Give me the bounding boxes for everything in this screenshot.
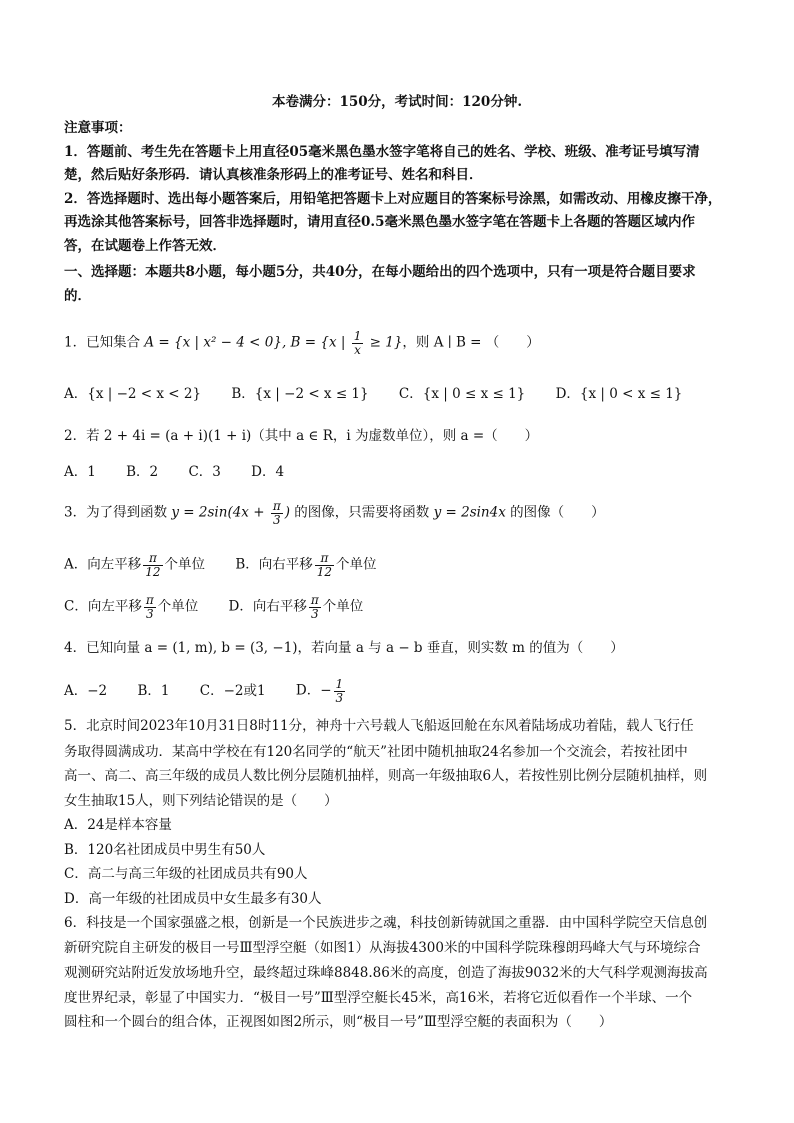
q4-option-c: C．−2或1 <box>199 682 266 699</box>
q3-a-numerator: π <box>143 552 162 566</box>
exam-header: 本卷满分：150分，考试时间：120分钟. <box>271 94 523 110</box>
q3-d-denominator: 3 <box>310 606 319 621</box>
q1-stem-suffix: ，则 A ∣ B = （ ） <box>402 334 540 351</box>
q3-d-numerator: π <box>310 593 319 607</box>
q4-option-d <box>296 678 347 704</box>
q3-stem-middle: 的图像，只需要将函数 <box>294 504 430 521</box>
question-6-line-3: 观测研究站附近发放场地升空，最终超过珠峰8848.86米的高度，创造了海拔9032米的大气科学观测海拔高 <box>64 965 708 981</box>
note-1-line-1: 1．答题前、考生先在答题卡上用直径05毫米黑色墨水签字笔将自己的姓名、学校、班级、准考证号填写清 <box>64 144 700 160</box>
q3-option-b-fraction <box>315 552 334 578</box>
q1-option-d: D．{x | 0 < x ≤ 1} <box>555 386 683 402</box>
q1-set-b-prefix: , B = {x | <box>281 334 346 351</box>
q3-c-numerator: π <box>145 593 154 607</box>
q4-option-d-prefix: D．− <box>295 682 332 699</box>
q5-option-b: B．120名社团成员中男生有50人 <box>64 842 266 858</box>
q2-option-d: D．4 <box>251 464 285 480</box>
q5-option-d: D．高一年级的社团成员中女生最多有30人 <box>64 891 322 907</box>
notes-title: 注意事项： <box>64 120 132 136</box>
q3-option-c-suffix: 个单位 <box>157 598 199 615</box>
question-1-options <box>64 386 708 402</box>
q1-option-c: C．{x | 0 ≤ x ≤ 1} <box>398 386 526 402</box>
q1-fraction <box>352 330 364 356</box>
q3-b-numerator: π <box>315 552 334 566</box>
question-6-line-5: 圆柱和一个圆台的组合体，正视图如图2所示，则“极目一号”Ⅲ型浮空艇的表面积为（ ） <box>64 1014 613 1030</box>
question-3-options-row-2 <box>64 594 389 620</box>
q3-option-d-prefix: D．向右平移 <box>228 598 307 615</box>
q3-option-a-suffix: 个单位 <box>164 556 206 573</box>
q3-option-d-suffix: 个单位 <box>322 598 364 615</box>
q3-option-b-suffix: 个单位 <box>336 556 377 573</box>
q3-function-1-fraction <box>271 500 283 526</box>
question-2-stem: 2．若 2 + 4i = (a + i)(1 + i)（其中 a ∈ R，i 为虚数单位），则 a =（ ） <box>64 428 539 444</box>
q3-option-a-fraction <box>143 552 162 578</box>
q4-option-d-fraction <box>334 678 346 704</box>
q3-stem-prefix: 3．为了得到函数 <box>64 504 168 521</box>
question-5-line-3: 高一、高二、高三年级的成员人数比例分层随机抽样，则高一年级抽取6人，若按性别比例分层随机抽样，则 <box>64 768 708 784</box>
q3-option-c-fraction <box>144 594 156 620</box>
question-3-options-row-1 <box>64 552 403 578</box>
q3-option-a-prefix: A．向左平移 <box>64 556 142 573</box>
q1-set-a: A = {x | x² − 4 < 0} <box>144 334 282 351</box>
question-6-line-1: 6．科技是一个国家强盛之根，创新是一个民族进步之魂，科技创新铸就国之重器．由中国科学院空天信息创 <box>64 915 708 931</box>
q4-d-numerator: 1 <box>335 677 344 691</box>
question-5-line-4: 女生抽取15人，则下列结论错误的是（ ） <box>64 793 338 809</box>
q5-option-a: A．24是样本容量 <box>64 817 172 833</box>
question-2-options <box>64 464 310 480</box>
q3-f1-denominator: 3 <box>272 512 281 527</box>
q4-option-a: A．−2 <box>64 682 108 699</box>
q3-option-d-fraction <box>309 594 321 620</box>
q3-option-b <box>235 552 376 578</box>
q3-a-denominator: 12 <box>145 564 161 579</box>
q3-stem-suffix: 的图像（ ） <box>510 504 605 521</box>
q3-function-1-prefix: y = 2sin(4x + <box>171 504 265 521</box>
q1-option-b: B．{x | −2 < x ≤ 1} <box>231 386 369 402</box>
q3-option-a <box>64 552 205 578</box>
q3-function-2: y = 2sin4x <box>433 504 506 521</box>
q4-option-b: B．1 <box>137 682 170 699</box>
question-6-line-2: 新研究院自主研发的极目一号Ⅲ型浮空艇（如图1）从海拔4300米的中国科学院珠穆朗玛峰大气与环境综合 <box>64 940 701 956</box>
question-5-line-2: 务取得圆满成功．某高中学校在有120名同学的“航天”社团中随机抽取24名参加一个交流会，若按社团中 <box>64 744 688 760</box>
q3-f1-numerator: π <box>272 499 281 513</box>
question-1-stem <box>64 330 540 356</box>
q1-fraction-denominator: x <box>354 342 361 357</box>
question-5-line-1: 5．北京时间2023年10月31日8时11分，神舟十六号载人飞船返回舱在东风着陆场成功着陆，载人飞行任 <box>64 718 694 734</box>
note-2-line-3: 答，在试题卷上作答无效． <box>64 238 226 254</box>
q2-option-b: B．2 <box>126 464 159 480</box>
q2-option-c: C．3 <box>188 464 221 480</box>
q1-option-a: A．{x | −2 < x < 2} <box>64 386 202 402</box>
question-4-stem: 4．已知向量 a = (1, m), b = (3, −1)，若向量 a 与 a − b 垂直，则实数 m 的值为（ ） <box>64 640 624 656</box>
note-1-line-2: 楚，然后贴好条形码．请认真核准条形码上的准考证号、姓名和科目． <box>64 167 483 183</box>
q1-stem-prefix: 1．已知集合 <box>64 334 141 351</box>
q3-option-c-prefix: C．向左平移 <box>64 598 142 615</box>
question-6-line-4: 度世界纪录，彰显了中国实力．“极目一号”Ⅲ型浮空艇长45米，高16米，若将它近似看作一个半球、一个 <box>64 990 693 1006</box>
q1-set-b-suffix: ≥ 1} <box>369 334 403 351</box>
q3-b-denominator: 12 <box>316 564 333 579</box>
note-2-line-2: 再选涂其他答案标号，回答非选择题时，请用直径0.5毫米黑色墨水签字笔在答题卡上各题的答题区域内作 <box>64 214 695 230</box>
question-4-options <box>64 678 373 704</box>
q5-option-c: C．高二与高三年级的社团成员共有90人 <box>64 866 308 882</box>
q3-option-d <box>229 594 364 620</box>
question-3-stem <box>64 500 605 526</box>
q3-option-b-prefix: B．向右平移 <box>235 556 313 573</box>
section-1-heading-line-1: 一、选择题：本题共8小题，每小题5分，共40分，在每小题给出的四个选项中，只有一项是符合题目要求 <box>64 264 696 280</box>
section-1-heading-line-2: 的． <box>64 288 91 304</box>
q2-option-a: A．1 <box>64 464 96 480</box>
q4-d-denominator: 3 <box>335 690 344 705</box>
q3-c-denominator: 3 <box>145 606 154 621</box>
q1-fraction-numerator: 1 <box>353 329 362 343</box>
q3-function-1-suffix: ) <box>284 504 290 521</box>
q3-option-c <box>64 594 198 620</box>
note-2-line-1: 2．答选择题时、选出每小题答案后，用铅笔把答题卡上对应题目的答案标号涂黑，如需改动、用橡皮擦干净， <box>64 191 722 207</box>
